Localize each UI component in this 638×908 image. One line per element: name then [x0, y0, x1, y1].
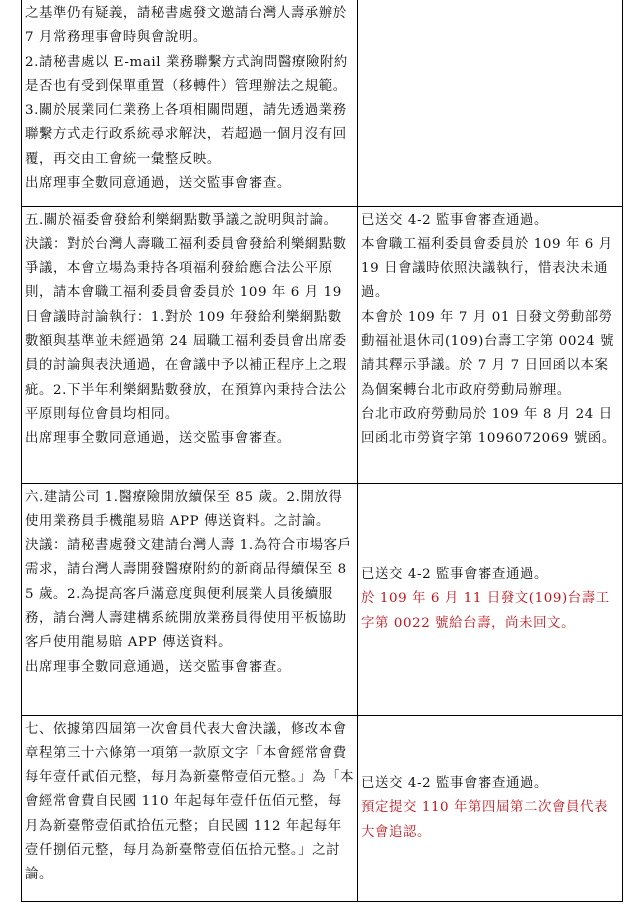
paragraph: 決議：請秘書處發文建請台灣人壽 1.為符合市場客戶需求，請台灣人壽開發醫療附約的新商品得續保至 85 歲。2.為提高客戶滿意度與便利展業人員後續服務，請台灣人壽建構系統開放業務員得使用平板協助客戶使用龍易賠 APP 傳送資料。	[25, 538, 352, 651]
paragraph: 之基準仍有疑義，請秘書處發文邀請台灣人壽承辦於 7 月常務理事會時與會說明。	[25, 6, 347, 46]
paragraph: 七、依據第四屆第一次會員代表大會決議，修改本會章程第三十六條第一項第一款原文字「本會經常會費每年壹仟貳佰元整，每月為新臺幣壹佰元整。」為「本會經常會費自民國 110 年起每年壹仟伍佰元整，每月為新臺幣壹佰貳拾伍元整；自民國 112 年起每年壹仟捌佰元整，每月為新臺幣壹佰伍拾元整。」之討論。	[25, 721, 355, 883]
paragraph: 已送交 4-2 監事會審查通過。	[361, 212, 548, 228]
paragraph: 本會於 109 年 7 月 01 日發文勞動部勞動福祉退休司(109)台壽工字第 0024 號請其釋示爭議。於 7 月 7 日回函以本案為個案轉台北市政府勞動局辦理。	[361, 309, 615, 398]
resolution-cell	[22, 483, 358, 715]
table-row	[22, 483, 623, 715]
table-row	[22, 206, 623, 483]
paragraph: 台北市政府勞動局於 109 年 8 月 24 日回函北市勞資字第 1096072069 號函。	[361, 406, 616, 447]
status-text: 已送交 4-2 監事會審查通過。	[361, 776, 548, 792]
resolution-cell	[22, 206, 358, 483]
table-row	[22, 715, 623, 901]
minutes-table-container	[21, 0, 616, 902]
resolution-cell	[22, 0, 358, 206]
status-text: 已送交 4-2 監事會審查通過。	[361, 567, 548, 583]
status-cell	[358, 715, 623, 901]
paragraph: 2.請秘書處以 E-mail 業務聯繫方式詢問醫療險附約是否也有受到保單重置（移轉件）管理辦法之規範。	[25, 54, 348, 94]
status-cell	[358, 483, 623, 715]
paragraph: 決議：對於台灣人壽職工福利委員會發給利樂網點數爭議，本會立場為秉持各項福利發給應合法公平原則，請本會職工福利委員會委員於 109 年 6 月 19 日會議時討論執行：1.對於 109 年發給利樂網點數數額與基準並未經過第 24 屆職工福利委員會出席委員的討論與表決通過，在會議中予以補正程序上之瑕疵。2.下半年利樂網點數發放，在預算內秉持合法公平原則每位會員均相同。	[25, 236, 347, 422]
status-cell	[358, 206, 623, 483]
paragraph: 出席理事全數同意通過，送交監事會審查。	[25, 176, 291, 192]
table-row	[22, 0, 623, 206]
paragraph: 出席理事全數同意通過，送交監事會審查。	[25, 659, 291, 675]
paragraph: 出席理事全數同意通過，送交監事會審查。	[25, 431, 291, 447]
minutes-table	[21, 0, 623, 902]
paragraph: 六.建請公司 1.醫療險開放續保至 85 歲。2.開放得使用業務員手機龍易賠 APP 傳送資料。之討論。	[25, 489, 343, 529]
paragraph: 本會職工福利委員會委員於 109 年 6 月 19 日會議時依照決議執行，惜表決未通過。	[361, 236, 613, 301]
status-note: 於 109 年 6 月 11 日發文(109)台壽工字第 0022 號給台壽，尚未回文。	[361, 591, 610, 631]
status-cell	[358, 0, 623, 206]
status-note: 預定提交 110 年第四屆第二次會員代表大會追認。	[361, 800, 608, 840]
resolution-cell	[22, 715, 358, 901]
paragraph: 3.關於展業同仁業務上各項相關問題，請先透過業務聯繫方式走行政系統尋求解決，若超過一個月沒有回覆，再交由工會統一彙整反映。	[25, 103, 347, 167]
paragraph: 五.關於福委會發給利樂網點數爭議之說明與討論。	[25, 212, 338, 228]
